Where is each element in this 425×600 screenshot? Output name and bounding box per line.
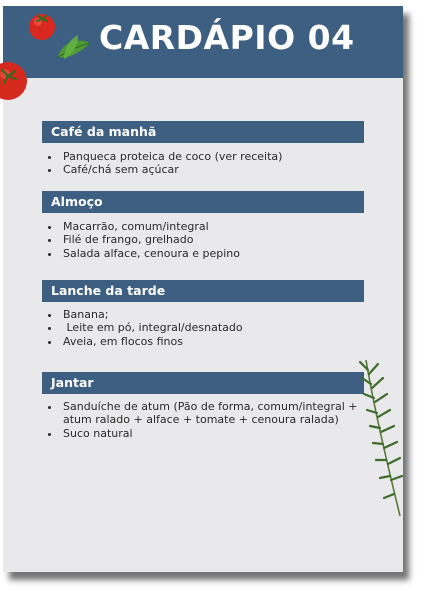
basil-leaf-icon (54, 33, 94, 63)
list-item: • Sanduíche de atum (Pão de forma, comum/integral + atum ralado + alface + tomate + cenoura ralada) (61, 400, 371, 427)
snack-list (47, 308, 243, 348)
section-header-dinner: Jantar (42, 372, 364, 394)
breakfast-list (47, 150, 282, 177)
tomato-icon (27, 12, 57, 42)
section-header-afternoon-snack: Lanche da tarde (42, 280, 364, 302)
section-header-lunch: Almoço (42, 191, 364, 213)
rosemary-sprig-icon (358, 358, 403, 518)
list-item: • Leite em pó, integral/desnatado (61, 321, 243, 334)
list-item: • Café/chá sem açúcar (61, 163, 282, 176)
list-item: • Panqueca proteica de coco (ver receita) (61, 150, 282, 163)
list-item: • Filé de frango, grelhado (61, 233, 240, 246)
list-item: • Suco natural (61, 427, 371, 440)
page-title: CARDÁPIO 04 (99, 18, 355, 57)
lunch-list (47, 220, 240, 260)
list-item: • Macarrão, comum/integral (61, 220, 240, 233)
menu-sheet (3, 6, 403, 572)
list-item: • Salada alface, cenoura e pepino (61, 247, 240, 260)
section-header-breakfast: Café da manhã (42, 121, 364, 143)
dinner-list (47, 400, 371, 440)
list-item: • Banana; (61, 308, 243, 321)
tomato-icon (0, 58, 28, 104)
list-item: • Aveia, em flocos finos (61, 335, 243, 348)
